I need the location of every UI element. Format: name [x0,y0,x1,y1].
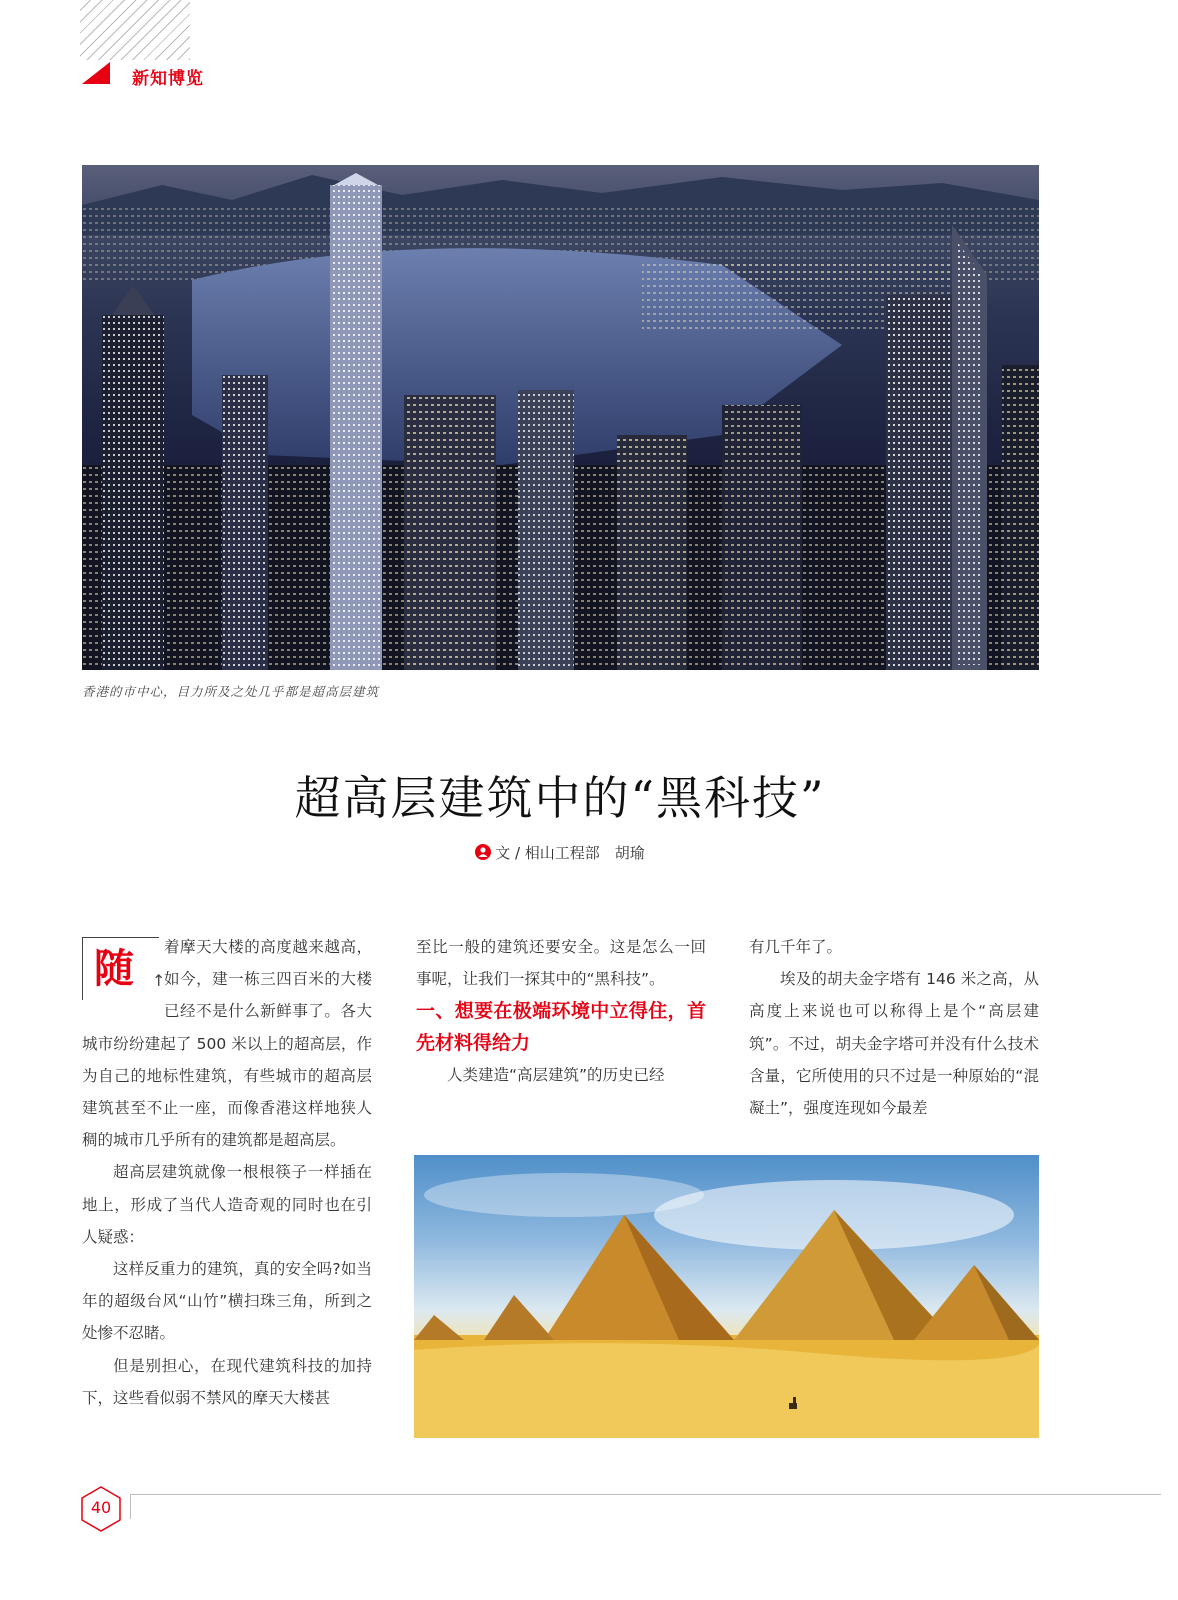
paragraph-3: 这样反重力的建筑，真的安全吗?如当年的超级台风“山竹”横扫珠三角，所到之处惨不忍睹。 [82,1260,372,1343]
page-number: 40 [90,1498,112,1517]
article-column-1 [82,931,372,1414]
paragraph-6: 人类建造“高层建筑”的历史已经 [447,1066,665,1085]
paragraph-5: 至比一般的建筑还要安全。这是怎么一回事呢，让我们一探其中的“黑科技”。 [416,938,706,989]
article-title: 超高层建筑中的“黑科技” [294,771,826,825]
article-column-2 [416,931,706,1092]
article-column-3 [749,931,1039,1124]
header-red-triangle [82,62,110,84]
byline-text: 文 / 相山工程部 胡瑜 [495,844,645,862]
section-tag: 新知博览 [132,69,204,89]
page-number-badge [80,1486,122,1532]
paragraph-2: 超高层建筑就像一根根筷子一样插在地上，形成了当代人造奇观的同时也在引人疑惑： [82,1163,372,1246]
hong-kong-skyline-photo [82,165,1039,670]
section-heading: 一、想要在极端环境中立得住，首先材料得给力 [416,1000,706,1055]
dropcap: 随 ↑ [82,937,152,1013]
author-icon [475,844,491,864]
header-hatch-decoration [80,0,190,60]
byline [0,842,1120,864]
photo-caption: 香港的市中心，目力所及之处几乎都是超高层建筑 [82,684,380,699]
paragraph-1: 着摩天大楼的高度越来越高，如今，建一栋三四百米的大楼已经不是什么新鲜事了。各大城市纷纷建起了 500 米以上的超高层，作为自己的地标性建筑，有些城市的超高层建筑甚至不止一座，而像香港这样地狭人稠的城市几乎所有的建筑都是超高层。 [82,938,372,1150]
pyramids-photo [414,1155,1039,1438]
paragraph-4: 但是别担心，在现代建筑科技的加持下，这些看似弱不禁风的摩天大楼甚 [82,1356,372,1407]
footer-rule [130,1494,1161,1519]
paragraph-7: 有几千年了。 [749,938,843,956]
paragraph-8: 埃及的胡夫金字塔有 146 米之高，从高度上来说也可以称得上是个“高层建筑”。不过，胡夫金字塔可并没有什么技术含量，它所使用的只不过是一种原始的“混凝土”，强度连现如今最差 [749,970,1039,1118]
